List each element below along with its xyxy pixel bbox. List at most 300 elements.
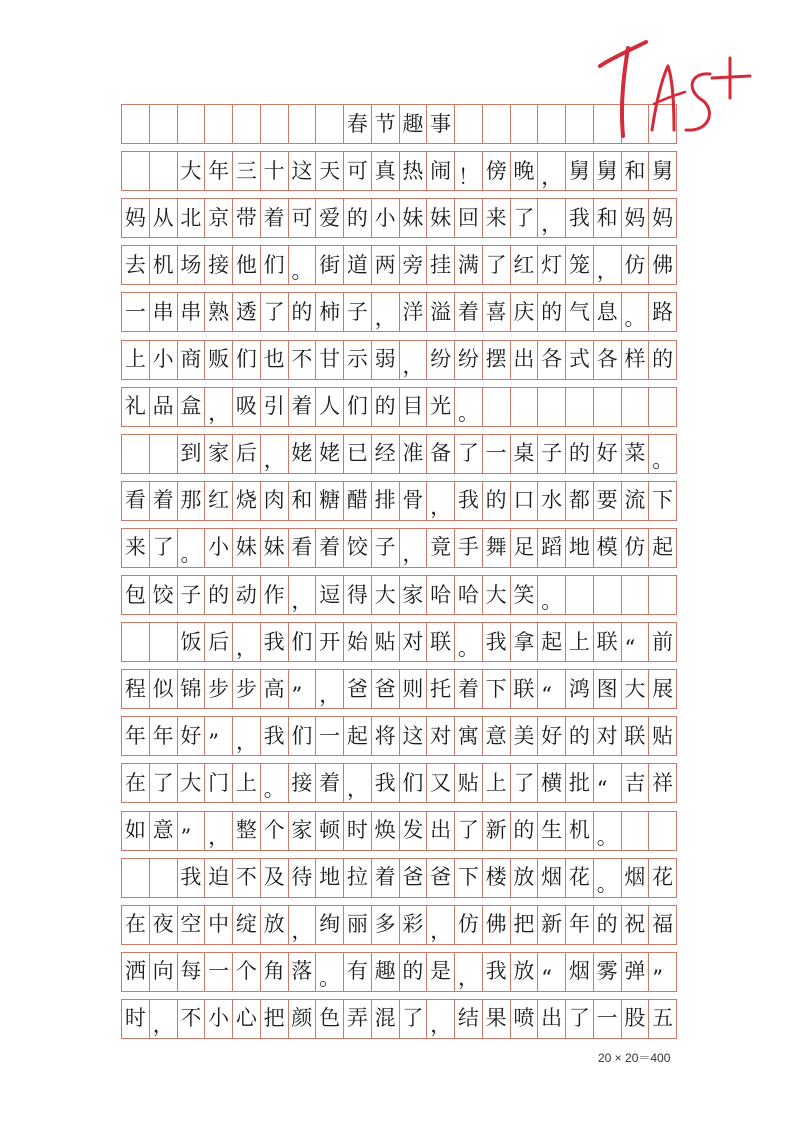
text-char: 接	[288, 763, 317, 803]
text-char: 的	[565, 434, 594, 474]
text-char: 们	[288, 716, 317, 756]
text-char: 小	[371, 198, 400, 238]
text-char: 在	[121, 763, 150, 803]
text-char: ，	[260, 434, 289, 474]
text-char: 姥	[315, 434, 344, 474]
text-char: 不	[232, 858, 261, 898]
text-char: 向	[149, 952, 178, 992]
text-char: 备	[426, 434, 455, 474]
text-char: 。	[537, 575, 566, 615]
grid-cell	[121, 434, 150, 474]
text-char: 了	[454, 434, 483, 474]
grid-cell	[537, 104, 566, 144]
text-char: 大	[177, 151, 206, 191]
text-char: 回	[454, 198, 483, 238]
text-char: 似	[149, 669, 178, 709]
text-char: 烧	[232, 481, 261, 521]
grid-cell	[149, 434, 178, 474]
text-char: 贴	[648, 716, 677, 756]
text-char: 落	[288, 952, 317, 992]
text-char: 作	[260, 575, 289, 615]
text-char: 个	[260, 811, 289, 851]
text-char: ”	[177, 811, 206, 851]
text-char: 傍	[482, 151, 511, 191]
text-char: 楼	[482, 858, 511, 898]
text-char: 哈	[454, 575, 483, 615]
text-char: 挂	[426, 245, 455, 285]
text-char: 我	[371, 763, 400, 803]
text-char: 经	[371, 434, 400, 474]
text-char: 吸	[232, 387, 261, 427]
text-char: 下	[482, 669, 511, 709]
text-char: 起	[537, 622, 566, 662]
text-char: 如	[121, 811, 150, 851]
text-char: 地	[315, 858, 344, 898]
text-char: 模	[593, 528, 622, 568]
text-char: 空	[177, 905, 206, 945]
text-char: 家	[399, 575, 428, 615]
text-char: 红	[510, 245, 539, 285]
text-char: 妹	[426, 198, 455, 238]
text-char: 串	[149, 292, 178, 332]
text-char: 路	[648, 292, 677, 332]
text-char: 好	[537, 716, 566, 756]
text-char: 都	[565, 481, 594, 521]
text-char: 妈	[621, 198, 650, 238]
text-char: “	[593, 763, 622, 803]
text-char: 到	[177, 434, 206, 474]
text-char: 展	[648, 669, 677, 709]
text-char: ！	[454, 151, 483, 191]
text-char: 的	[537, 292, 566, 332]
text-char: 一	[315, 716, 344, 756]
text-char: 礼	[121, 387, 150, 427]
text-char: 又	[426, 763, 455, 803]
text-char: 子	[343, 292, 372, 332]
text-char: 批	[565, 763, 594, 803]
text-char: 不	[288, 340, 317, 380]
text-char: 贴	[371, 622, 400, 662]
text-char: 起	[648, 528, 677, 568]
grid-cell	[260, 104, 289, 144]
grid-cell	[121, 622, 150, 662]
text-char: 光	[426, 387, 455, 427]
text-char: 洒	[121, 952, 150, 992]
text-char: 了	[399, 999, 428, 1039]
text-char: 锦	[177, 669, 206, 709]
text-char: 焕	[371, 811, 400, 851]
text-char: 目	[399, 387, 428, 427]
text-char: 排	[371, 481, 400, 521]
text-char: 。	[260, 763, 289, 803]
text-char: 们	[260, 245, 289, 285]
text-char: 联	[510, 669, 539, 709]
text-char: 子	[537, 434, 566, 474]
text-char: 后	[232, 434, 261, 474]
text-char: ，	[399, 528, 428, 568]
text-char: 笑	[510, 575, 539, 615]
text-char: 整	[232, 811, 261, 851]
text-char: 溢	[426, 292, 455, 332]
text-char: 后	[204, 622, 233, 662]
text-char: 迫	[204, 858, 233, 898]
text-char: 我	[260, 716, 289, 756]
text-char: 新	[482, 811, 511, 851]
text-char: 得	[343, 575, 372, 615]
text-char: 醋	[343, 481, 372, 521]
text-char: 着	[454, 669, 483, 709]
text-char: 喜	[482, 292, 511, 332]
text-char: 。	[593, 811, 622, 851]
text-char: 混	[371, 999, 400, 1039]
text-char: 联	[621, 716, 650, 756]
text-char: 可	[343, 151, 372, 191]
text-char: 顿	[315, 811, 344, 851]
text-char: 联	[426, 622, 455, 662]
text-char: 我	[260, 622, 289, 662]
grid-cell	[593, 387, 622, 427]
text-char: 五	[648, 999, 677, 1039]
text-char: 的	[510, 811, 539, 851]
text-char: 小	[149, 340, 178, 380]
text-char: 包	[121, 575, 150, 615]
text-char: 出	[537, 999, 566, 1039]
text-char: ，	[149, 999, 178, 1039]
text-char: 着	[371, 858, 400, 898]
text-char: 道	[343, 245, 372, 285]
text-char: 颜	[288, 999, 317, 1039]
text-char: 我	[565, 198, 594, 238]
text-char: 寓	[454, 716, 483, 756]
text-char: 的	[593, 905, 622, 945]
text-char: ，	[288, 575, 317, 615]
grid-cell	[121, 151, 150, 191]
text-char: ”	[288, 669, 317, 709]
text-char: 们	[343, 387, 372, 427]
text-char: “	[537, 669, 566, 709]
text-char: “	[621, 622, 650, 662]
text-char: 烟	[621, 858, 650, 898]
text-char: 引	[260, 387, 289, 427]
text-char: 示	[343, 340, 372, 380]
text-char: 和	[288, 481, 317, 521]
text-char: ，	[288, 905, 317, 945]
text-char: 姥	[288, 434, 317, 474]
grid-cell	[454, 104, 483, 144]
text-char: ，	[426, 999, 455, 1039]
text-char: 真	[371, 151, 400, 191]
text-char: 透	[232, 292, 261, 332]
text-char: 每	[177, 952, 206, 992]
text-char: 弹	[621, 952, 650, 992]
grid-cell	[288, 104, 317, 144]
text-char: ，	[426, 481, 455, 521]
text-char: 妹	[399, 198, 428, 238]
text-char: 子	[177, 575, 206, 615]
text-char: 拿	[510, 622, 539, 662]
text-char: 弄	[343, 999, 372, 1039]
text-char: 糖	[315, 481, 344, 521]
text-char: 。	[288, 245, 317, 285]
text-char: 的	[648, 340, 677, 380]
text-char: 图	[593, 669, 622, 709]
text-char: 爸	[399, 858, 428, 898]
text-char: 。	[315, 952, 344, 992]
grid-cell	[121, 858, 150, 898]
text-char: 纷	[426, 340, 455, 380]
text-char: 骨	[399, 481, 428, 521]
text-char: 意	[149, 811, 178, 851]
grid-cell	[482, 104, 511, 144]
text-char: 桌	[510, 434, 539, 474]
text-char: 笼	[565, 245, 594, 285]
text-char: 菜	[621, 434, 650, 474]
text-char: 饺	[343, 528, 372, 568]
text-char: 。	[454, 387, 483, 427]
text-char: 哈	[426, 575, 455, 615]
grid-cell	[648, 575, 677, 615]
title-char: 事	[426, 104, 455, 144]
text-char: 着	[315, 763, 344, 803]
grid-cell	[537, 387, 566, 427]
text-char: 待	[288, 858, 317, 898]
text-char: 把	[510, 905, 539, 945]
text-char: 口	[510, 481, 539, 521]
text-char: 着	[149, 481, 178, 521]
text-char: ，	[537, 198, 566, 238]
text-char: 的	[565, 716, 594, 756]
text-char: 着	[315, 528, 344, 568]
text-char: 带	[232, 198, 261, 238]
text-char: 场	[177, 245, 206, 285]
text-char: 把	[260, 999, 289, 1039]
text-char: 开	[315, 622, 344, 662]
grid-cell	[565, 387, 594, 427]
text-char: 上	[232, 763, 261, 803]
text-char: 品	[149, 387, 178, 427]
text-char: 步	[232, 669, 261, 709]
text-char: 横	[537, 763, 566, 803]
text-char: 角	[260, 952, 289, 992]
text-char: 着	[260, 198, 289, 238]
text-char: 串	[177, 292, 206, 332]
text-char: 来	[482, 198, 511, 238]
text-char: 饺	[149, 575, 178, 615]
text-char: 佛	[648, 245, 677, 285]
text-char: 意	[482, 716, 511, 756]
text-char: ，	[371, 292, 400, 332]
text-char: 和	[621, 151, 650, 191]
text-char: 甘	[315, 340, 344, 380]
text-char: 蹈	[537, 528, 566, 568]
text-char: 门	[204, 763, 233, 803]
text-char: 不	[177, 999, 206, 1039]
text-char: 在	[121, 905, 150, 945]
text-char: 要	[593, 481, 622, 521]
text-char: ，	[204, 811, 233, 851]
text-char: 机	[149, 245, 178, 285]
text-char: 京	[204, 198, 233, 238]
text-char: 家	[204, 434, 233, 474]
text-char: 各	[593, 340, 622, 380]
grid-cell	[510, 387, 539, 427]
grid-cell	[510, 104, 539, 144]
text-char: ，	[537, 151, 566, 191]
text-char: 天	[315, 151, 344, 191]
text-char: 程	[121, 669, 150, 709]
text-char: 仿	[621, 245, 650, 285]
text-char: 着	[288, 387, 317, 427]
grid-cell	[482, 387, 511, 427]
text-char: 年	[149, 716, 178, 756]
text-char: 他	[232, 245, 261, 285]
text-char: 一	[121, 292, 150, 332]
text-char: ，	[204, 387, 233, 427]
text-char: 前	[648, 622, 677, 662]
text-char: 妈	[121, 198, 150, 238]
text-char: 起	[343, 716, 372, 756]
text-char: 花	[648, 858, 677, 898]
text-char: 机	[565, 811, 594, 851]
text-char: ，	[399, 340, 428, 380]
text-char: ，	[426, 905, 455, 945]
text-char: 始	[343, 622, 372, 662]
text-char: 们	[399, 763, 428, 803]
text-char: 去	[121, 245, 150, 285]
grid-cell	[204, 104, 233, 144]
text-char: 年	[204, 151, 233, 191]
title-char: 春	[343, 104, 372, 144]
text-char: 对	[593, 716, 622, 756]
text-char: 竟	[426, 528, 455, 568]
text-char: 股	[621, 999, 650, 1039]
text-char: 小	[204, 999, 233, 1039]
text-char: 时	[121, 999, 150, 1039]
text-char: 丽	[343, 905, 372, 945]
text-char: 上	[565, 622, 594, 662]
text-char: 中	[204, 905, 233, 945]
text-char: 舞	[482, 528, 511, 568]
text-char: 热	[399, 151, 428, 191]
text-char: 彩	[399, 905, 428, 945]
text-char: 已	[343, 434, 372, 474]
text-char: 盒	[177, 387, 206, 427]
text-char: 柿	[315, 292, 344, 332]
text-char: 我	[482, 952, 511, 992]
text-char: 我	[482, 622, 511, 662]
text-char: 好	[593, 434, 622, 474]
text-char: 烟	[537, 858, 566, 898]
text-char: ，	[343, 763, 372, 803]
text-char: 了	[149, 763, 178, 803]
text-char: 看	[288, 528, 317, 568]
text-char: 满	[454, 245, 483, 285]
text-char: 晚	[510, 151, 539, 191]
text-char: 旁	[399, 245, 428, 285]
text-char: 贴	[454, 763, 483, 803]
text-char: 一	[204, 952, 233, 992]
grid-cell	[149, 858, 178, 898]
text-char: 色	[315, 999, 344, 1039]
text-char: 的	[371, 387, 400, 427]
grid-cell	[648, 387, 677, 427]
text-char: 发	[399, 811, 428, 851]
grid-cell	[232, 104, 261, 144]
text-char: 绚	[315, 905, 344, 945]
text-char: 灯	[537, 245, 566, 285]
text-char: 是	[426, 952, 455, 992]
text-char: 妹	[232, 528, 261, 568]
grid-cell	[177, 104, 206, 144]
text-char: 爸	[371, 669, 400, 709]
grid-cell	[149, 622, 178, 662]
text-char: 下	[454, 858, 483, 898]
text-char: 个	[232, 952, 261, 992]
text-char: 好	[177, 716, 206, 756]
text-char: 烟	[565, 952, 594, 992]
text-char: 三	[232, 151, 261, 191]
text-char: 联	[593, 622, 622, 662]
text-char: ，	[232, 622, 261, 662]
text-char: 拉	[343, 858, 372, 898]
text-char: 逗	[315, 575, 344, 615]
text-char: 各	[537, 340, 566, 380]
text-char: 喷	[510, 999, 539, 1039]
text-char: “	[537, 952, 566, 992]
text-char: 接	[204, 245, 233, 285]
text-char: 庆	[510, 292, 539, 332]
text-char: 足	[510, 528, 539, 568]
text-char: 绽	[232, 905, 261, 945]
text-char: 仿	[454, 905, 483, 945]
text-char: 爱	[315, 198, 344, 238]
text-char: ，	[232, 716, 261, 756]
text-char: 气	[565, 292, 594, 332]
text-char: 肉	[260, 481, 289, 521]
text-char: 了	[565, 999, 594, 1039]
text-char: 地	[565, 528, 594, 568]
text-char: 。	[621, 292, 650, 332]
text-char: 动	[232, 575, 261, 615]
text-char: 两	[371, 245, 400, 285]
text-char: 从	[149, 198, 178, 238]
text-char: 了	[482, 245, 511, 285]
text-char: 街	[315, 245, 344, 285]
text-char: 妈	[648, 198, 677, 238]
text-char: 下	[648, 481, 677, 521]
text-char: 熟	[204, 292, 233, 332]
text-char: ”	[648, 952, 677, 992]
text-char: 来	[121, 528, 150, 568]
text-char: 及	[260, 858, 289, 898]
text-char: 着	[454, 292, 483, 332]
text-char: 美	[510, 716, 539, 756]
text-char: ，	[593, 245, 622, 285]
grid-cell	[565, 575, 594, 615]
text-char: 妹	[260, 528, 289, 568]
text-char: 的	[399, 952, 428, 992]
text-char: 的	[343, 198, 372, 238]
text-char: 步	[204, 669, 233, 709]
text-char: 果	[482, 999, 511, 1039]
text-char: 的	[204, 575, 233, 615]
text-char: 十	[260, 151, 289, 191]
text-char: 祝	[621, 905, 650, 945]
grid-count-label: 20 × 20＝400	[598, 1051, 671, 1065]
text-char: 看	[121, 481, 150, 521]
text-char: 祥	[648, 763, 677, 803]
text-char: 放	[510, 858, 539, 898]
